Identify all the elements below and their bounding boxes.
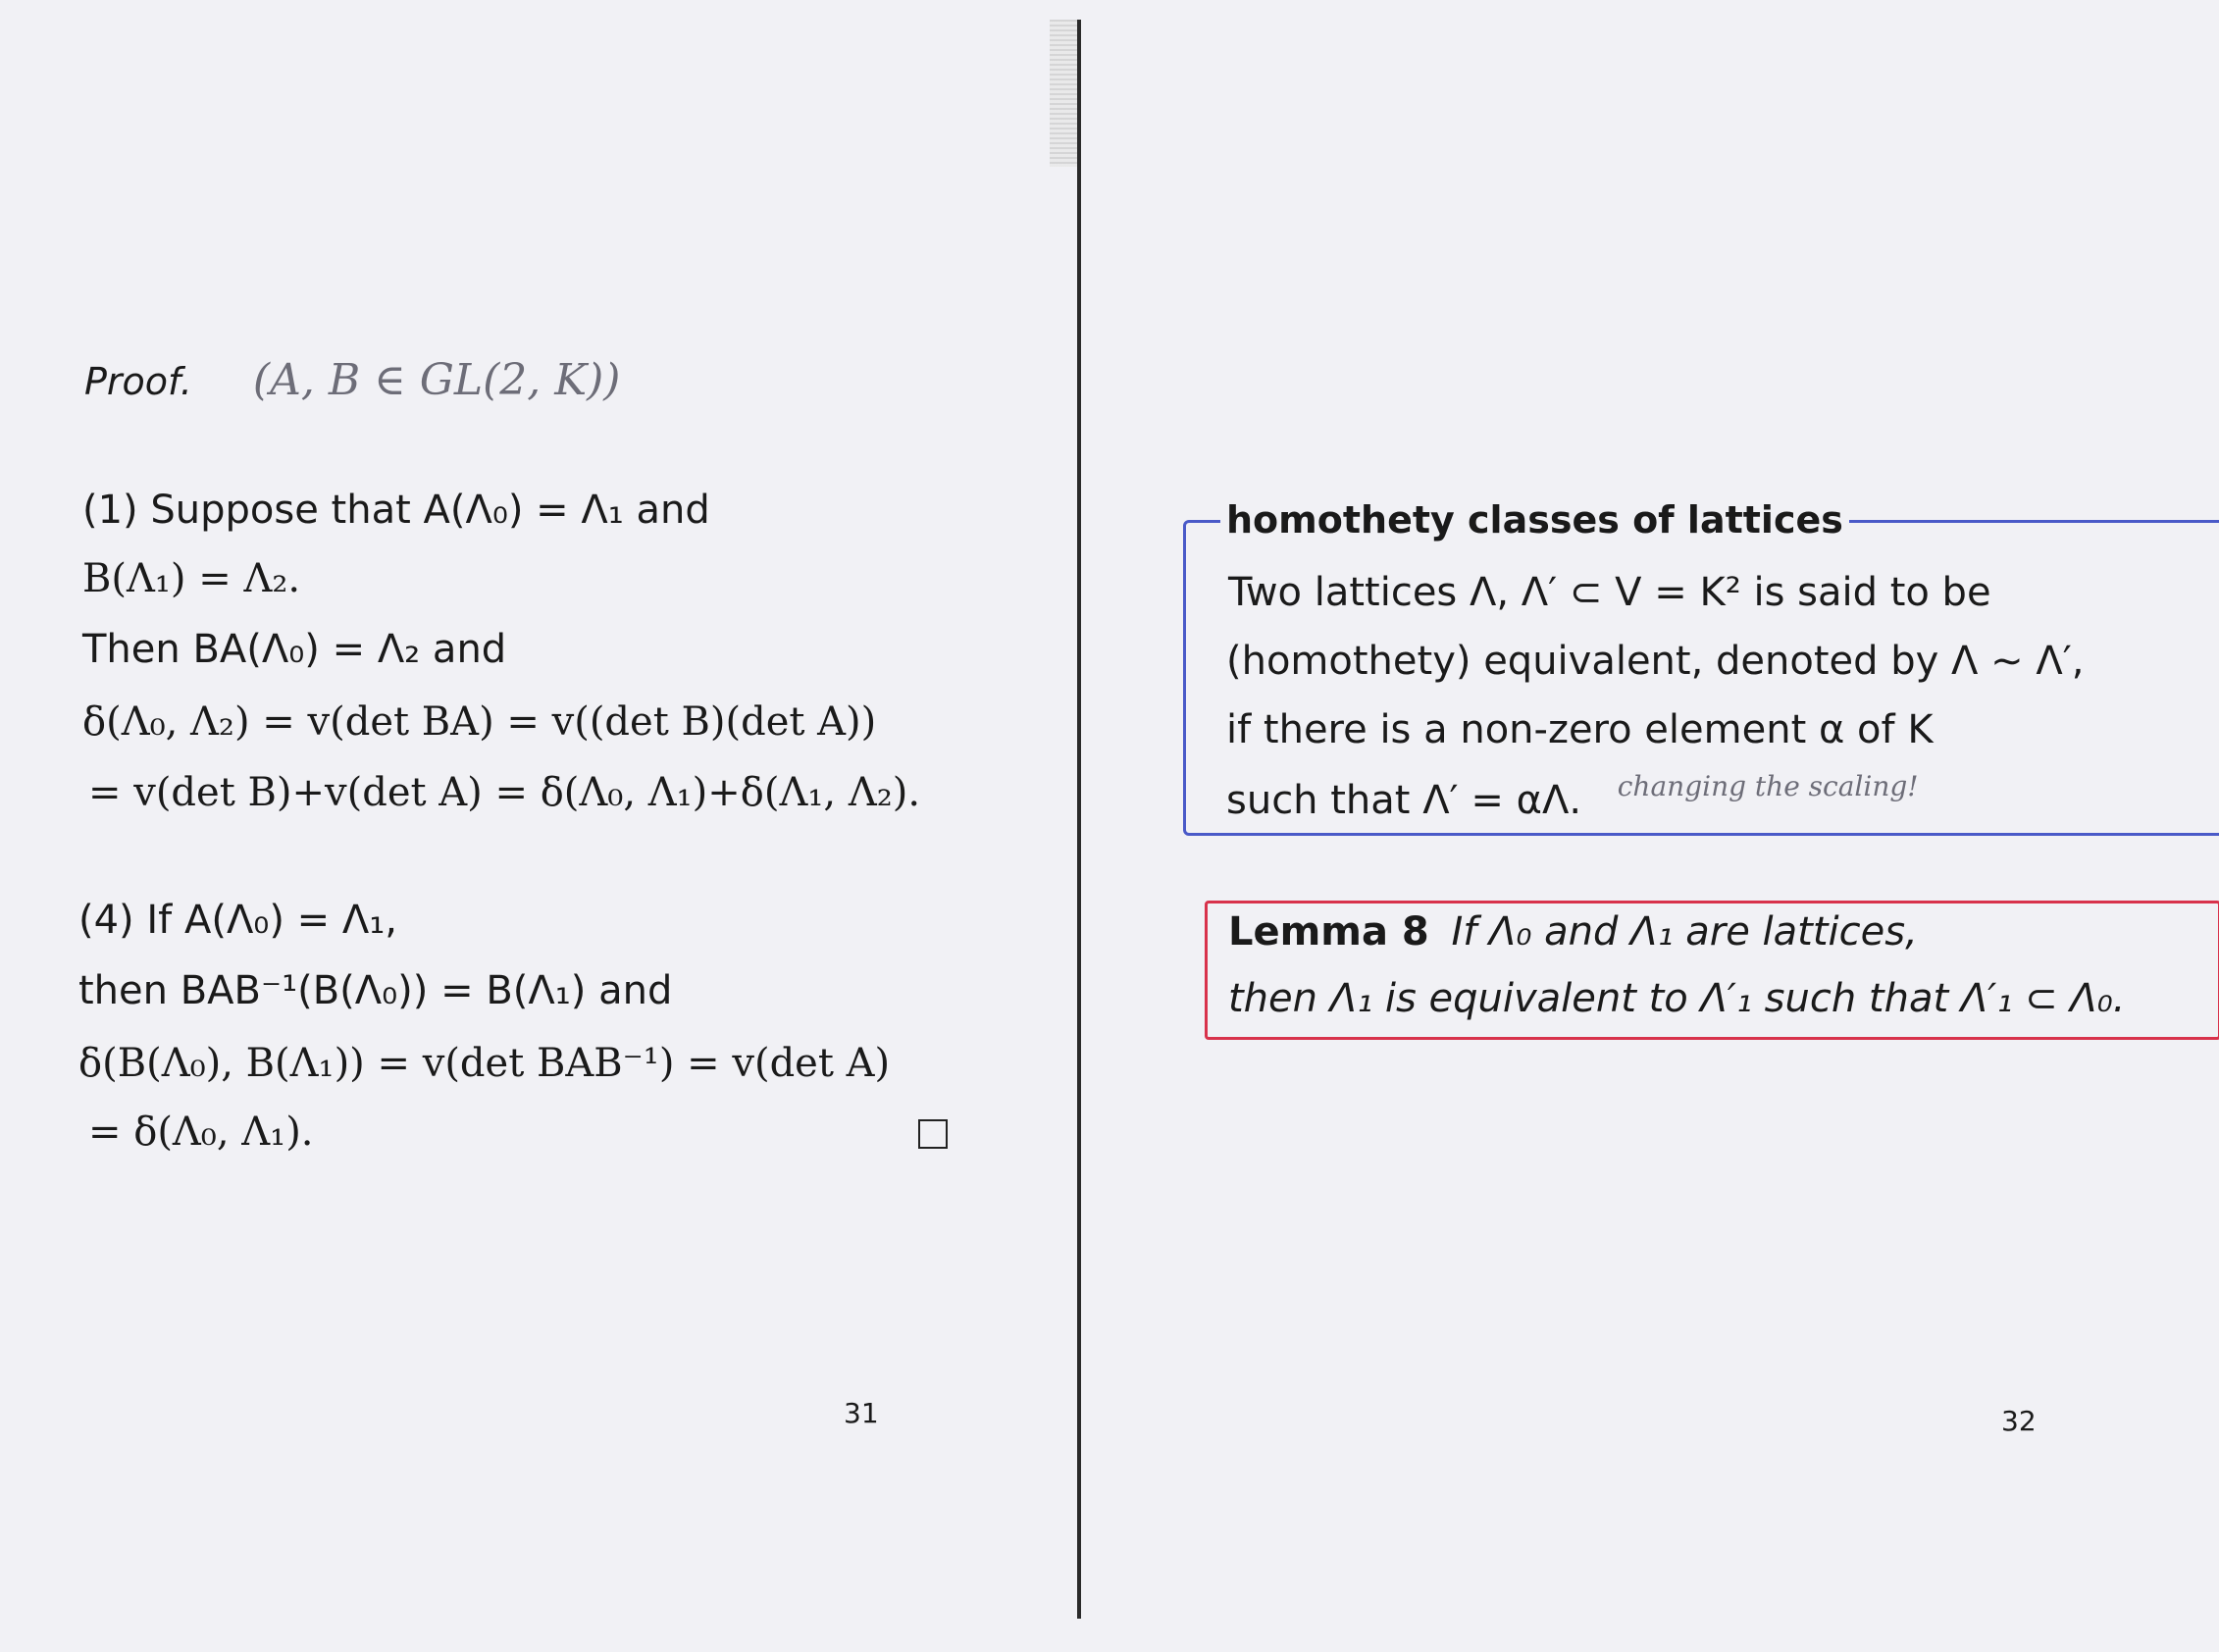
proof-part4-line1: (4) If A(Λ₀) = Λ₁,: [78, 898, 397, 943]
definition-line2: (homothety) equivalent, denoted by Λ ∼ Λ′,: [1226, 639, 2085, 684]
definition-line1: Two lattices Λ, Λ′ ⊂ V = K² is said to be: [1228, 570, 1991, 615]
lemma-line1: [1228, 909, 1918, 955]
proof-part4-line4: = δ(Λ₀, Λ₁).: [88, 1110, 314, 1155]
proof-part1-line2: B(Λ₁) = Λ₂.: [82, 556, 301, 601]
proof-part1-line1: (1) Suppose that A(Λ₀) = Λ₁ and: [82, 488, 710, 533]
definition-title: homothety classes of lattices: [1220, 498, 1849, 542]
page-number-31: 31: [844, 1397, 879, 1429]
proof-label: Proof.: [84, 360, 192, 403]
definition-line3: if there is a non-zero element α of K: [1226, 707, 1934, 752]
lemma-label: Lemma 8: [1228, 909, 1429, 955]
handwritten-proof-note: (A, B ∈ GL(2, K)): [252, 355, 621, 405]
proof-part4-line3: δ(B(Λ₀), B(Λ₁)) = v(det BAB⁻¹) = v(det A): [78, 1041, 891, 1086]
qed-square: [918, 1119, 948, 1149]
proof-part4-line2: then BAB⁻¹(B(Λ₀)) = B(Λ₁) and: [78, 968, 673, 1013]
lemma-statement-line2: then Λ₁ is equivalent to Λ′₁ such that Λ′₁ ⊂ Λ₀.: [1228, 976, 2126, 1021]
page-number-32: 32: [2001, 1405, 2037, 1437]
definition-line4: [1226, 770, 1919, 823]
right-page: [1079, 0, 2219, 1652]
handwritten-scaling-note: changing the scaling!: [1617, 770, 1919, 802]
proof-part1-line4: δ(Λ₀, Λ₂) = v(det BA) = v((det B)(det A)): [82, 699, 877, 745]
proof-part1-line5: = v(det B)+v(det A) = δ(Λ₀, Λ₁)+δ(Λ₁, Λ₂).: [88, 770, 921, 815]
definition-line4-text: such that Λ′ = αΛ.: [1226, 778, 1582, 823]
proof-part1-line3: Then BA(Λ₀) = Λ₂ and: [82, 627, 507, 672]
proof-heading: [84, 355, 621, 405]
lemma-statement-line1: If Λ₀ and Λ₁ are lattices,: [1451, 909, 1918, 955]
left-page: [0, 0, 1079, 1652]
